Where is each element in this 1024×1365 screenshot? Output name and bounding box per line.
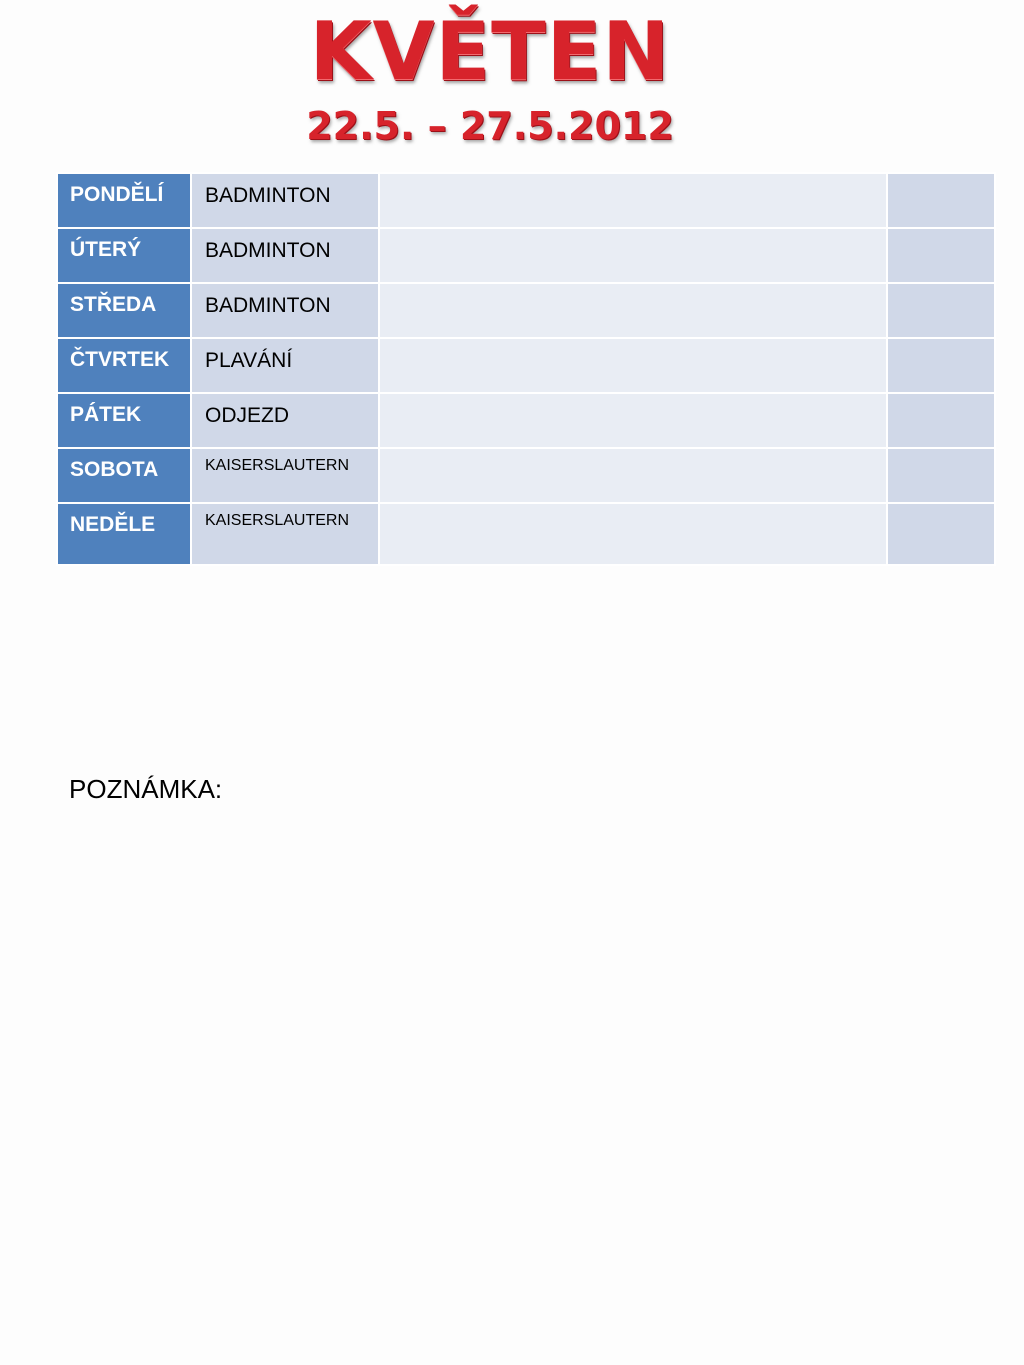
- table-row-saturday: [57, 448, 995, 503]
- page-title: KVĚTEN: [309, 5, 671, 98]
- notes-cell: [379, 283, 887, 338]
- activity-cell: BADMINTON: [191, 228, 379, 283]
- notes-cell: [379, 393, 887, 448]
- notes-cell: [379, 338, 887, 393]
- day-cell: PONDĚLÍ: [57, 173, 191, 228]
- table-row-friday: [57, 393, 995, 448]
- table-row-monday: [57, 173, 995, 228]
- day-cell: ÚTERÝ: [57, 228, 191, 283]
- activity-cell: BADMINTON: [191, 283, 379, 338]
- notes-cell: [379, 448, 887, 503]
- extra-cell: [887, 173, 995, 228]
- extra-cell: [887, 228, 995, 283]
- day-cell: NEDĚLE: [57, 503, 191, 565]
- extra-cell: [887, 283, 995, 338]
- table-row-sunday: [57, 503, 995, 565]
- day-cell: SOBOTA: [57, 448, 191, 503]
- notes-cell: [379, 228, 887, 283]
- activity-cell: ODJEZD: [191, 393, 379, 448]
- schedule-table: [56, 172, 996, 566]
- extra-cell: [887, 503, 995, 565]
- notes-cell: [379, 503, 887, 565]
- activity-cell: PLAVÁNÍ: [191, 338, 379, 393]
- date-range: 22.5. – 27.5.2012: [306, 104, 674, 148]
- note-label: POZNÁMKA:: [69, 774, 223, 804]
- table-row-wednesday: [57, 283, 995, 338]
- notes-cell: [379, 173, 887, 228]
- extra-cell: [887, 448, 995, 503]
- day-cell: ČTVRTEK: [57, 338, 191, 393]
- table-row-thursday: [57, 338, 995, 393]
- activity-cell: KAISERSLAUTERN: [191, 448, 379, 503]
- activity-cell: KAISERSLAUTERN: [191, 503, 379, 565]
- extra-cell: [887, 393, 995, 448]
- extra-cell: [887, 338, 995, 393]
- table-row-tuesday: [57, 228, 995, 283]
- day-cell: PÁTEK: [57, 393, 191, 448]
- activity-cell: BADMINTON: [191, 173, 379, 228]
- day-cell: STŘEDA: [57, 283, 191, 338]
